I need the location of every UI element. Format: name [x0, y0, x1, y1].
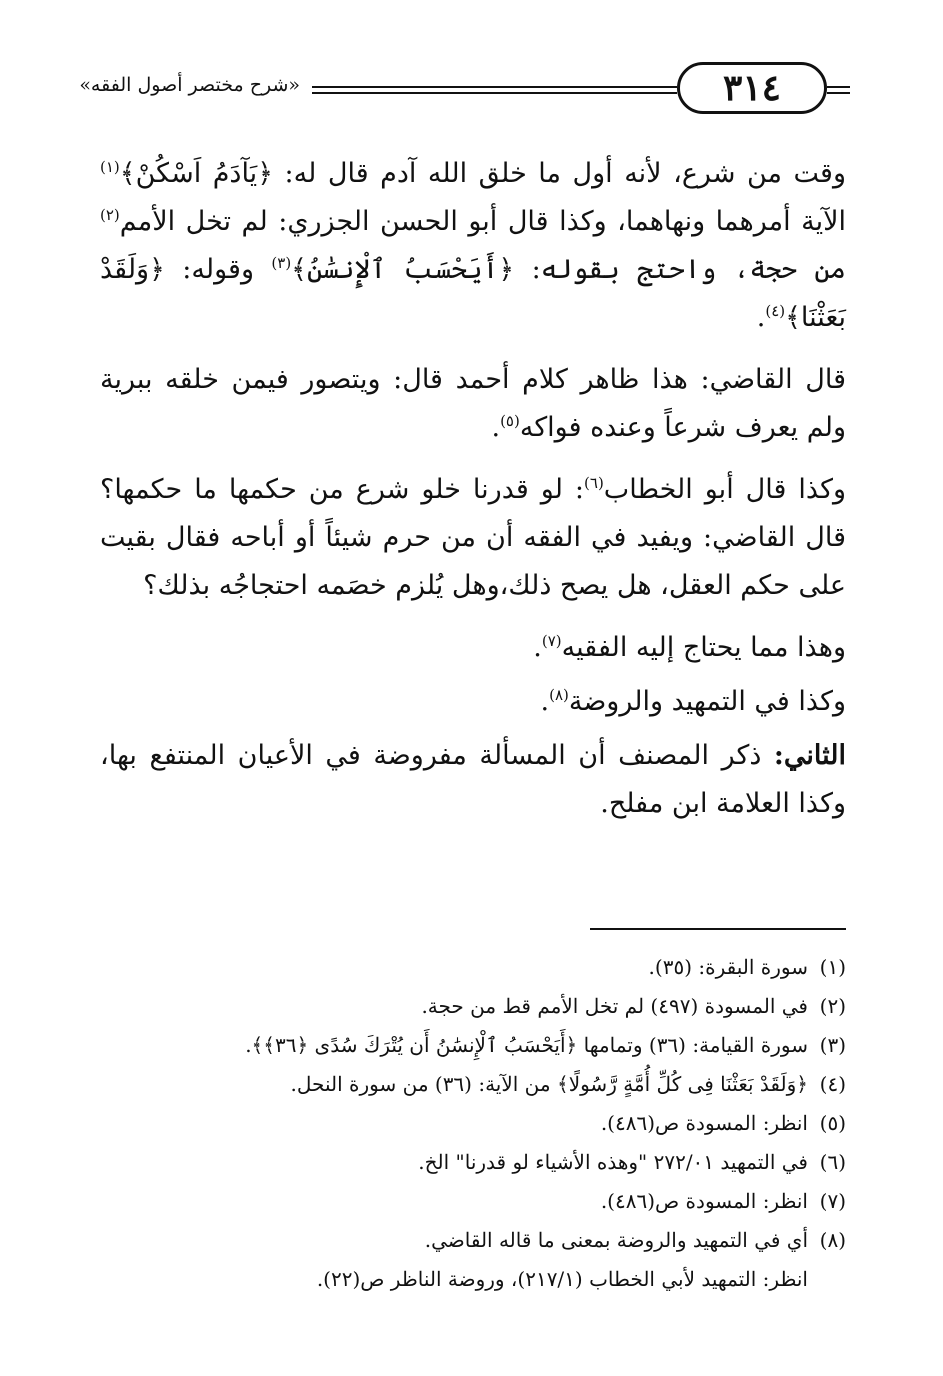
text-segment: ذكر المصنف أن المسألة مفروضة في الأعيان المنتفع بها، وكذا العلامة ابن مفلح. [100, 740, 846, 819]
text-segment: . [756, 302, 766, 333]
page-header [80, 62, 850, 118]
footnote-text: ﴿وَلَقَدْ بَعَثْنَا فِى كُلِّ أُمَّةٍ رَّسُولًا﴾ من الآية: (٣٦) من سورة النحل. [290, 1072, 808, 1096]
footnote-text: سورة القيامة: (٣٦) وتمامها ﴿أَيَحْسَبُ ٱلْإِنسَٰنُ أَن يُتْرَكَ سُدًى ﴿٣٦﴾﴾. [245, 1033, 808, 1057]
footnote-number: (٧) [819, 1189, 846, 1213]
footnote-number: (٣) [819, 1033, 846, 1057]
footnote-item [130, 1104, 846, 1143]
text-segment: : لو قدرنا خلو شرع من حكمها ما حكمها؟ قال القاضي: ويفيد في الفقه أن من حرم شيئاً أو أباحه فقال بقيت على حكم العقل، هل يصح ذلك،وهل يُلزم خصَمه احتجاجُه بذلك؟ [100, 474, 846, 601]
footnote-number: (٤) [819, 1072, 846, 1096]
header-rule-right-2 [827, 92, 850, 94]
footnote-text: في التمهيد ٢٧٢/٠١ "وهذه الأشياء لو قدرنا" الخ. [418, 1150, 808, 1174]
footnote-ref-6[interactable]: (٦) [584, 474, 604, 492]
header-rule-left-2 [312, 92, 677, 94]
text-segment: من حجة، واحتج بقوله: ﴿أَيَحْسَبُ ٱلْإِنسَٰنُ﴾ [291, 254, 846, 285]
footnote-text: انظر: المسودة ص(٤٨٦). [600, 1189, 808, 1213]
paragraph-2 [100, 356, 846, 452]
text-segment: وكذا قال أبو الخطاب [603, 474, 846, 505]
paragraph-4 [100, 624, 846, 672]
text-segment: وهذا مما يحتاج إليه الفقيه [561, 632, 846, 663]
footnote-text: انظر: المسودة ص(٤٨٦). [600, 1111, 808, 1135]
footnote-item [130, 1143, 846, 1182]
footnotes [130, 948, 846, 1299]
text-segment: . [491, 412, 501, 443]
footnote-ref-5[interactable]: (٥) [500, 412, 520, 430]
footnote-number: (١) [819, 955, 846, 979]
footnote-text: أي في التمهيد والروضة بمعنى ما قاله القاضي. [424, 1228, 808, 1252]
text-segment: . [540, 686, 550, 717]
footnote-ref-2[interactable]: (٢) [100, 206, 120, 224]
footnote-number: (٥) [819, 1111, 846, 1135]
footnote-ref-3[interactable]: (٣) [271, 254, 292, 272]
page-number: ٣١٤ [677, 62, 827, 114]
text-segment: وقت من شرع، لأنه أول ما خلق الله آدم قال له: ﴿يَآدَمُ اَسْكُنْ﴾ [119, 158, 846, 189]
footnote-text: في المسودة (٤٩٧) لم تخل الأمم قط من حجة. [421, 994, 808, 1018]
footnote-item [130, 1182, 846, 1221]
text-segment: الآية أمرهما ونهاهما، وكذا قال أبو الحسن الجزري: لم تخل الأمم [119, 206, 846, 237]
paragraph-5 [100, 678, 846, 726]
book-title: «شرح مختصر أصول الفقه» [79, 74, 300, 96]
text-segment: . [533, 632, 542, 663]
paragraph-3 [100, 466, 846, 610]
footnote-number: (٢) [819, 994, 846, 1018]
text-segment: وكذا في التمهيد والروضة [568, 686, 846, 717]
footnote-ref-1[interactable]: (١) [100, 158, 120, 176]
footnote-continuation: انظر: التمهيد لأبي الخطاب (٢١٧/١)، وروضة الناظر ص(٢٢). [316, 1267, 808, 1291]
footnote-item [130, 1026, 846, 1065]
footnote-item [130, 987, 846, 1026]
footnote-ref-4[interactable]: (٤) [765, 302, 786, 320]
header-rule-right [827, 86, 850, 88]
footnote-ref-7[interactable]: (٧) [541, 632, 562, 650]
footnote-item [130, 1065, 846, 1104]
text-segment: وقوله: ﴿وَلَقَدْ بَعَثْنَا﴾ [100, 254, 846, 333]
footnote-number: (٨) [819, 1228, 846, 1252]
footnote-divider [590, 928, 846, 930]
section-lead: الثاني: [773, 740, 846, 771]
header-rule-left [312, 86, 677, 88]
footnote-item [130, 1221, 846, 1260]
footnote-ref-8[interactable]: (٨) [549, 686, 569, 704]
footnote-item [130, 948, 846, 987]
main-text [100, 150, 846, 842]
text-segment: قال القاضي: هذا ظاهر كلام أحمد قال: ويتصور فيمن خلقه ببرية ولم يعرف شرعاً وعنده فواكه [100, 364, 846, 443]
footnote-text: سورة البقرة: (٣٥). [648, 955, 808, 979]
paragraph-6 [100, 732, 846, 828]
paragraph-1 [100, 150, 846, 342]
footnote-number: (٦) [819, 1150, 846, 1174]
